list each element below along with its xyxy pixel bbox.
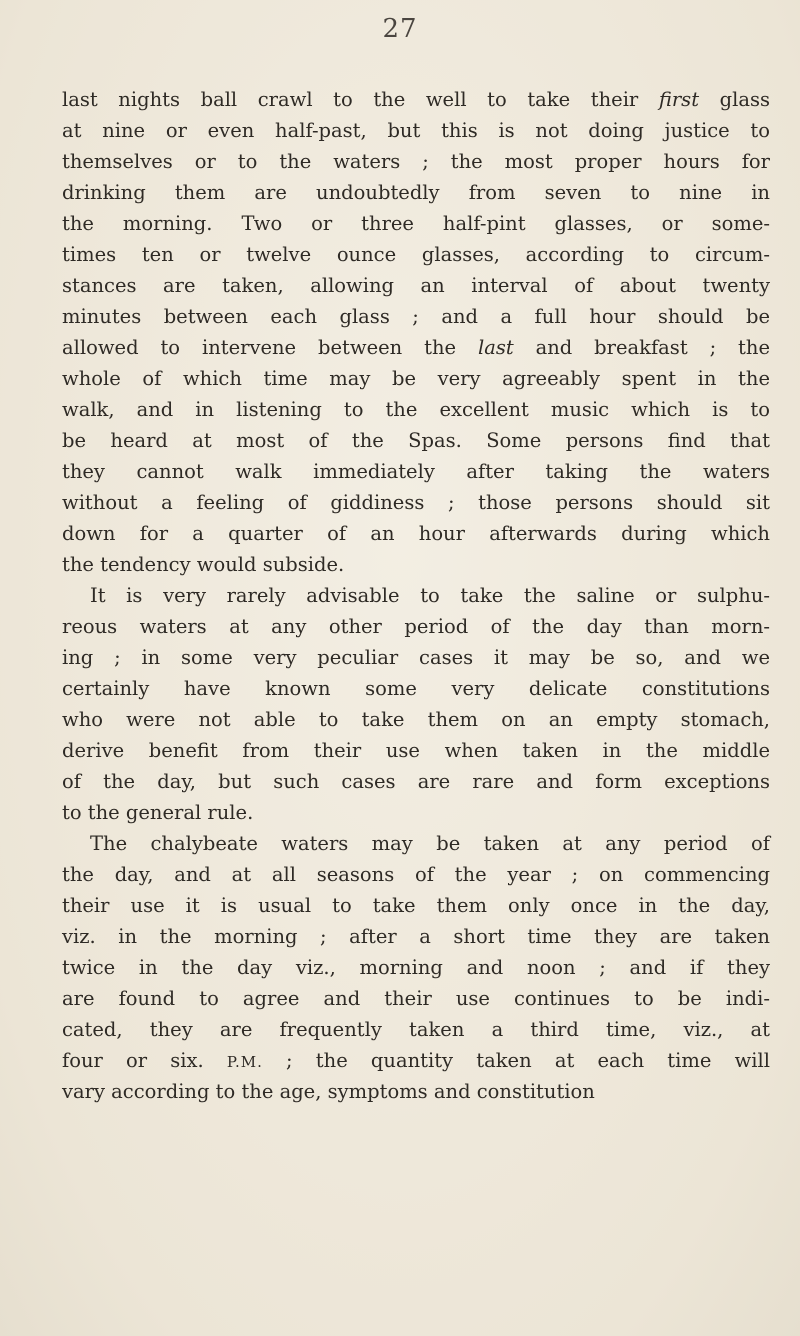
text-run: the day, and at all seasons of the year ; on commencing — [62, 863, 770, 886]
text-line — [62, 239, 770, 270]
text-line — [62, 177, 770, 208]
text-line — [62, 611, 770, 642]
text-run: at nine or even half-past, but this is not doing justice to — [62, 119, 770, 142]
text-run: last nights ball crawl to the well to take their — [62, 88, 659, 111]
small-caps-text: P.M. — [226, 1053, 263, 1071]
text-run: the tendency would subside. — [62, 553, 345, 576]
text-line — [62, 115, 770, 146]
text-line — [62, 1076, 770, 1107]
text-line — [62, 270, 770, 301]
text-run: minutes between each glass ; and a full hour should be — [62, 305, 770, 328]
text-line — [62, 1014, 770, 1045]
text-run: It is very rarely advisable to take the saline or sulphu- — [90, 584, 770, 607]
text-line — [62, 797, 770, 828]
text-run: four or six. — [62, 1049, 227, 1072]
text-line — [62, 363, 770, 394]
text-line — [62, 456, 770, 487]
text-run: they cannot walk immediately after taking the waters — [62, 460, 770, 483]
text-run: reous waters at any other period of the day than morn- — [62, 615, 770, 638]
text-line — [62, 425, 770, 456]
text-line — [62, 394, 770, 425]
text-run: vary according to the age, symptoms and constitution — [62, 1080, 595, 1103]
text-line — [62, 1045, 770, 1076]
text-run: themselves or to the waters ; the most proper hours for — [62, 150, 770, 173]
text-line — [62, 890, 770, 921]
text-run: be heard at most of the Spas. Some persons find that — [62, 429, 770, 452]
text-run: are found to agree and their use continues to be indi- — [62, 987, 770, 1010]
text-run: stances are taken, allowing an interval of about twenty — [62, 274, 770, 297]
text-line — [62, 828, 770, 859]
text-run: viz. in the morning ; after a short time they are taken — [62, 925, 770, 948]
text-line — [62, 487, 770, 518]
text-run: The chalybeate waters may be taken at any period of — [90, 832, 770, 855]
text-line — [62, 146, 770, 177]
text-run: derive benefit from their use when taken in the middle — [62, 739, 770, 762]
text-line — [62, 766, 770, 797]
text-run: allowed to intervene between the — [62, 336, 478, 359]
text-run: glass — [699, 88, 770, 111]
text-line — [62, 580, 770, 611]
text-run: cated, they are frequently taken a third time, viz., at — [62, 1018, 770, 1041]
text-line — [62, 301, 770, 332]
text-line — [62, 983, 770, 1014]
italic-text: last — [477, 336, 514, 359]
text-run: and breakfast ; the — [513, 336, 770, 359]
text-run: ing ; in some very peculiar cases it may be so, and we — [62, 646, 770, 669]
text-run: the morning. Two or three half-pint glasses, or some- — [62, 212, 770, 235]
text-run: who were not able to take them on an empty stomach, — [62, 708, 770, 731]
text-run: drinking them are undoubtedly from seven to nine in — [62, 181, 770, 204]
text-line — [62, 921, 770, 952]
text-run: to the general rule. — [62, 801, 254, 824]
text-line — [62, 518, 770, 549]
text-run: times ten or twelve ounce glasses, according to circum- — [62, 243, 770, 266]
text-line — [62, 208, 770, 239]
text-run: their use it is usual to take them only once in the day, — [62, 894, 770, 917]
page-number: 27 — [382, 14, 418, 44]
text-line — [62, 549, 770, 580]
text-run: down for a quarter of an hour afterwards during which — [62, 522, 770, 545]
text-line — [62, 704, 770, 735]
text-line — [62, 673, 770, 704]
text-line — [62, 332, 770, 363]
text-run: whole of which time may be very agreeably spent in the — [62, 367, 770, 390]
body-text — [62, 84, 770, 1107]
text-run: twice in the day viz., morning and noon ; and if they — [62, 956, 770, 979]
text-line — [62, 84, 770, 115]
text-line — [62, 859, 770, 890]
text-run: walk, and in listening to the excellent music which is to — [62, 398, 770, 421]
text-line — [62, 735, 770, 766]
text-run: certainly have known some very delicate constitutions — [62, 677, 770, 700]
text-line — [62, 952, 770, 983]
text-line — [62, 642, 770, 673]
text-run: without a feeling of giddiness ; those persons should sit — [62, 491, 770, 514]
text-run: of the day, but such cases are rare and form exceptions — [62, 770, 770, 793]
italic-text: first — [658, 88, 700, 111]
text-run: ; the quantity taken at each time will — [262, 1049, 771, 1072]
